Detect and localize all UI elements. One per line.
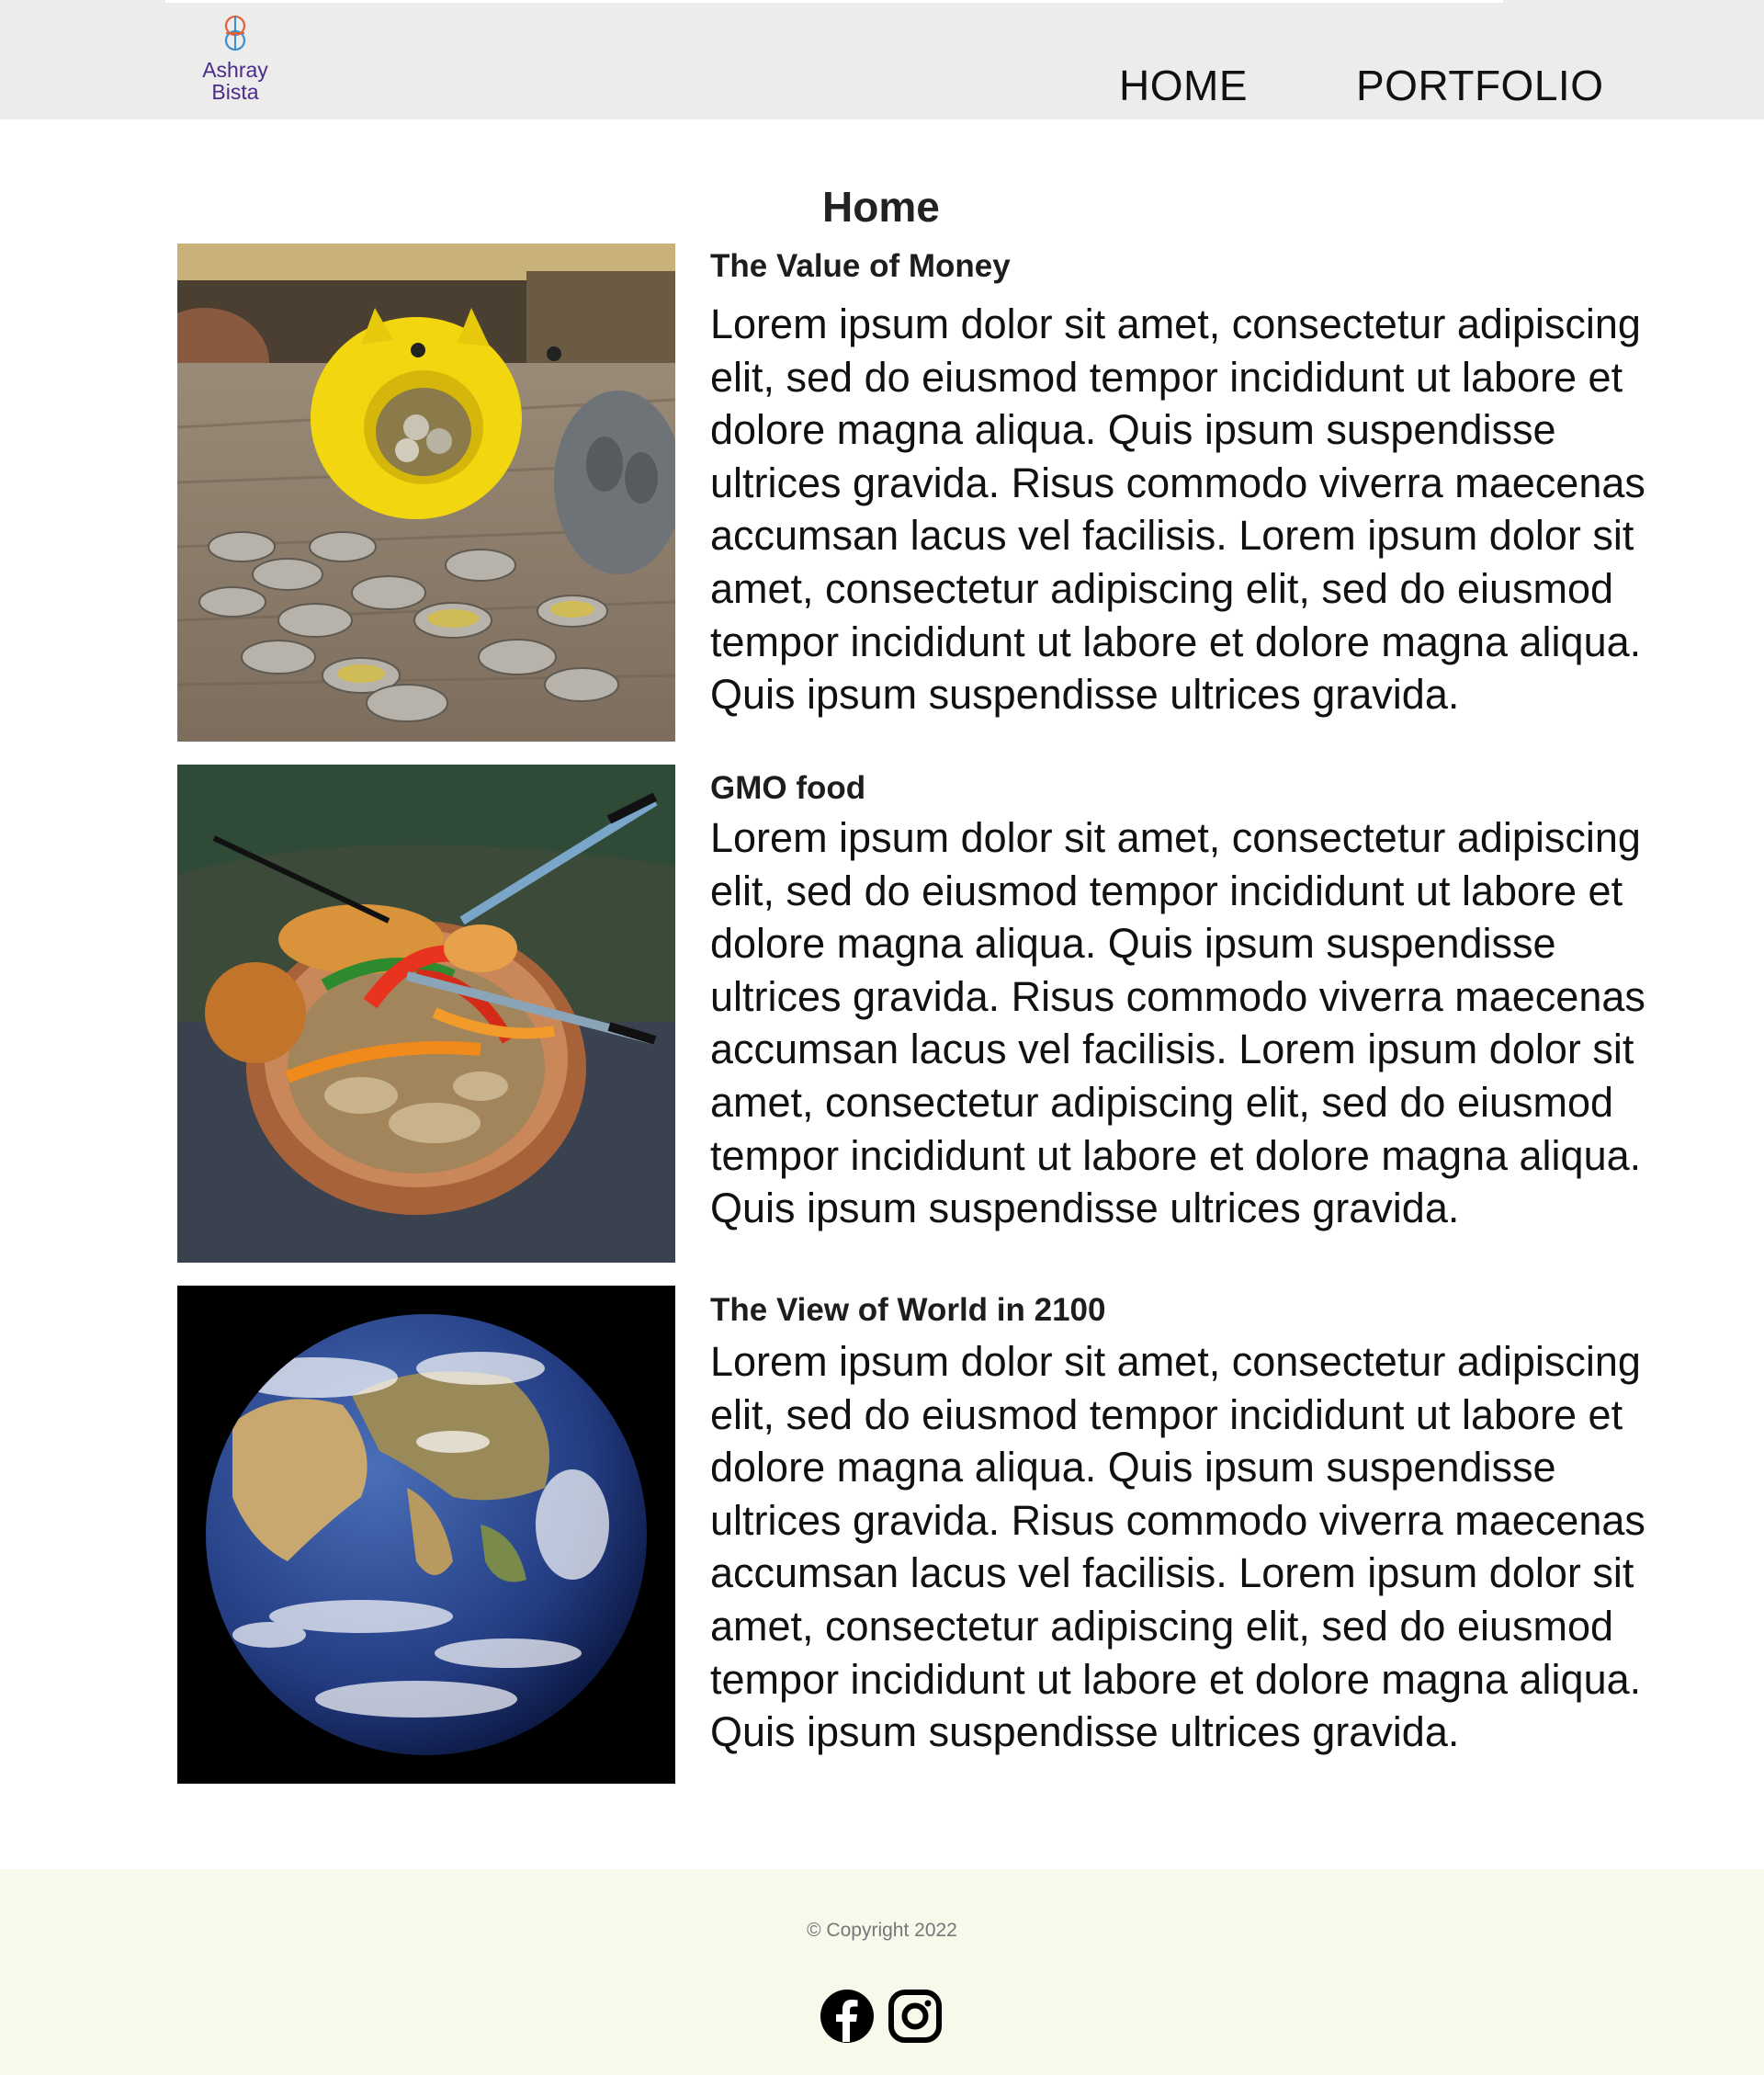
- logo-icon: [218, 13, 253, 59]
- article-body-world-2100: Lorem ipsum dolor sit amet, consectetur adipiscing elit, sed do eiusmod tempor incididunt ut labore et dolore magna aliqua. Quis ipsum suspendisse ultrices gravida. Risus commodo viverra maecenas accumsan lacus vel facilisis. Lorem ipsum dolor sit amet, consectetur adipiscing elit, sed do eiusmod tempor incididunt ut labore et dolore magna aliqua. Quis ipsum suspendisse ultrices gravida.: [710, 1338, 1645, 1756]
- logo-last-name: Bista: [211, 80, 259, 104]
- article-title-money[interactable]: The Value of Money: [710, 248, 1011, 284]
- nav-portfolio[interactable]: PORTFOLIO: [1356, 62, 1604, 109]
- article-title-world-2100[interactable]: The View of World in 2100: [710, 1292, 1106, 1328]
- logo-first-name: Ashray: [202, 58, 268, 82]
- header-top-divider: [165, 0, 1503, 3]
- article-image-world-2100: [177, 1286, 675, 1784]
- article-body-money: Lorem ipsum dolor sit amet, consectetur adipiscing elit, sed do eiusmod tempor incididunt ut labore et dolore magna aliqua. Quis ipsum suspendisse ultrices gravida. Risus commodo viverra maecenas accumsan lacus vel facilisis. Lorem ipsum dolor sit amet, consectetur adipiscing elit, sed do eiusmod tempor incididunt ut labore et dolore magna aliqua. Quis ipsum suspendisse ultrices gravida.: [710, 300, 1645, 719]
- rice-bowl-photo: [177, 765, 675, 1263]
- site-header: [0, 0, 1764, 119]
- piggy-bank-photo: [177, 244, 675, 742]
- article-image-money: [177, 244, 675, 742]
- nav-home[interactable]: HOME: [1119, 62, 1248, 109]
- site-footer: [0, 1869, 1764, 2075]
- site-logo[interactable]: [193, 13, 277, 110]
- page-title: Home: [822, 183, 940, 231]
- copyright-text: © Copyright 2022: [807, 1920, 957, 1941]
- article-image-gmo-food: [177, 765, 675, 1263]
- earth-photo: [177, 1286, 675, 1784]
- article-body-gmo-food: Lorem ipsum dolor sit amet, consectetur adipiscing elit, sed do eiusmod tempor incididunt ut labore et dolore magna aliqua. Quis ipsum suspendisse ultrices gravida. Risus commodo viverra maecenas accumsan lacus vel facilisis. Lorem ipsum dolor sit amet, consectetur adipiscing elit, sed do eiusmod tempor incididunt ut labore et dolore magna aliqua. Quis ipsum suspendisse ultrices gravida.: [710, 814, 1645, 1232]
- instagram-icon[interactable]: [888, 1989, 943, 2044]
- facebook-icon[interactable]: [820, 1989, 875, 2044]
- article-title-gmo-food[interactable]: GMO food: [710, 770, 866, 806]
